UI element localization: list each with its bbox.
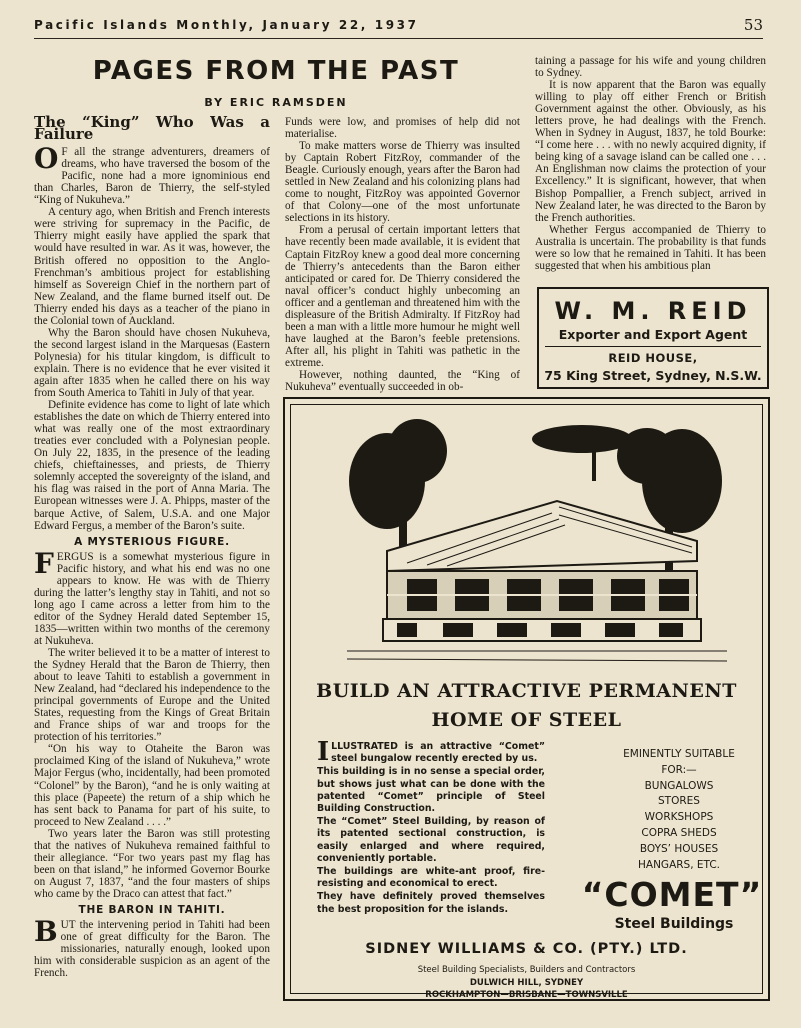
subhead-baron-in-tahiti: THE BARON IN TAHITI. bbox=[78, 904, 226, 916]
paragraph: The writer believed it to be a matter of interest to the Sydney Herald that the Baron de Thierry, then about to leave Tahiti to establish a government in New Zealand, had “declared his independence to the principal governments of Europe and the United States, requesting from the Kings of Great Britain and France ships of war and troops for the protection of his territories.” bbox=[34, 647, 270, 744]
ad-paragraph: This building is in no sense a special order, but shows just what can be done with the patented “Comet” principle of Steel Building Construction. bbox=[317, 766, 545, 815]
suitable-heading: EMINENTLY SUITABLE bbox=[623, 748, 735, 760]
paragraph: “On his way to Otaheite the Baron was proclaimed King of the island of Nukuheva,” wrote Major Fergus (who, incidentally, had been promoted “Colonel” by the Baron), “and he is only waiting at this place (Papeete) the return of a ship which he has sent back to Panama for part of his suite, to proceed to New Zealand . . . .” bbox=[34, 743, 270, 828]
use-item: WORKSHOPS bbox=[644, 811, 714, 824]
paragraph: taining a passage for his wife and young children to Sydney. bbox=[535, 55, 766, 80]
paragraph: To make matters worse de Thierry was insulted by Captain Robert FitzRoy, commander of the Beagle. Curiously enough, years after the Baron had settled in New Zealand and his colonizing plans had come to nought, FitzRoy was appointed Governor of that Colony—one of the most unfortunate selections in its history. bbox=[285, 140, 520, 225]
paragraph: However, nothing daunted, the “King of Nukuheva” eventually succeeded in ob- bbox=[285, 368, 520, 394]
col1b-paragraphs bbox=[34, 546, 270, 900]
drop-cap: O bbox=[34, 142, 59, 176]
article-column-1 bbox=[34, 113, 270, 980]
use-item: STORES bbox=[658, 795, 700, 808]
firm-branches: ROCKHAMPTON—BRISBANE—TOWNSVILLE bbox=[425, 990, 628, 1000]
bungalow-illustration bbox=[347, 411, 727, 673]
use-item: COPRA SHEDS bbox=[641, 826, 717, 839]
drop-cap: F bbox=[34, 546, 54, 580]
drop-cap: I bbox=[317, 737, 330, 767]
uses-list bbox=[609, 779, 749, 874]
comet-ad-body bbox=[317, 737, 545, 917]
page-number: 53 bbox=[743, 16, 763, 34]
col3-paragraphs bbox=[535, 55, 766, 272]
paragraph: Whether Fergus accompanied de Thierry to Australia is uncertain. The probability is that funds were so low that he remained in Tahiti. It has been suggested that when his ambitious plan bbox=[535, 223, 766, 272]
feature-title: PAGES FROM THE PAST bbox=[92, 56, 460, 86]
suitable-for: FOR:— bbox=[661, 763, 697, 776]
running-head: Pacific Islands Monthly, January 22, 1937 bbox=[34, 18, 419, 32]
ad-paragraph: The “Comet” Steel Building, by reason of its patented sectional construction, is easily enlarged and where required, conveniently portable. bbox=[317, 816, 545, 864]
reid-advertisement bbox=[537, 287, 769, 389]
col1-paragraphs bbox=[34, 142, 270, 532]
col2-paragraphs bbox=[285, 116, 520, 393]
paragraph: Definite evidence has come to light of late which establishes the date on which de Thierry entered into what was really one of the most extraordinary treaties ever concluded with a Polynesian people. On July 22, 1835, in the presence of the leading chiefs, chieftainesses, and priests, de Thierry solemnly accepted the sovereignty of the island, and his flag was raised in the port of Anna Maria. The European witnesses were J. A. Phipps, master of the barque Active, of Salem, U.S.A. and one Major Edward Fergus, a member of the Baron’s suite. bbox=[34, 399, 270, 532]
byline: BY ERIC RAMSDEN bbox=[204, 96, 348, 109]
reid-address: 75 King Street, Sydney, N.S.W. bbox=[544, 368, 762, 383]
comet-brand-sub: Steel Buildings bbox=[614, 916, 734, 932]
firm-name: SIDNEY WILLIAMS & CO. (PTY.) LTD. bbox=[365, 941, 688, 957]
suitable-list bbox=[609, 747, 749, 873]
col1c-paragraphs bbox=[34, 915, 270, 980]
paragraph: From a perusal of certain important letters that have recently been made available, it is evident that Captain FitzRoy knew a good deal more concerning de Thierry’s antecedents than the Baron either anticipated or cared for. De Thierry considered the naval officer’s conduct highly unbecoming an officer and a gentleman and threatened him with the displeasure of the British Admiralty. If FitzRoy had been a man with a little more humour he might well have laughed at the Baron’s feeble pretensions. After all, his plight in Tahiti was pathetic in the extreme. bbox=[285, 224, 520, 369]
article-title: The “King” Who Was a Failure bbox=[34, 113, 270, 144]
firm-location: DULWICH HILL, SYDNEY bbox=[469, 978, 584, 988]
use-item: BOYS’ HOUSES bbox=[639, 842, 719, 855]
ad-paragraph: ILLUSTRATED is an attractive “Comet” steel bungalow recently erected by us. bbox=[317, 737, 545, 767]
paragraph: Why the Baron should have chosen Nukuheva, the second largest island in the Marquesas (Eastern Polynesia) for his titular kingdom, is difficult to explain. There is no evidence that he ever visited it again after 1835 when he called there on his way from South America to Tahiti in July of that year. bbox=[34, 326, 270, 400]
comet-headline-2: HOME OF STEEL bbox=[431, 709, 622, 731]
article-column-2 bbox=[285, 116, 520, 393]
paragraph: FERGUS is a somewhat mysterious figure in Pacific history, and what his end was no one appears to know. He was with de Thierry during the latter’s lengthy stay in Tahiti, and not so long ago I came across a letter from him to the editor of the Sydney Herald dated September 15, 1835—written within two months of the ceremony at Nukuheva. bbox=[34, 546, 270, 647]
use-item: HANGARS, ETC. bbox=[638, 858, 720, 871]
paragraph: O F all the strange adventurers, dreamers of dreams, who have traversed the bosom of the Pacific, none had a more ignominious end than Charles, Baron de Thierry, the self-styled “King of Nukuheva.” bbox=[34, 142, 270, 207]
paragraph: BUT the intervening period in Tahiti had been one of great difficulty for the Baron. The missionaries, naturally enough, looked upon him with considerable suspicion as an agent of the French. bbox=[34, 915, 270, 980]
article-column-3 bbox=[535, 55, 766, 272]
comet-advertisement bbox=[283, 397, 770, 1001]
ad-paragraph: The buildings are white-ant proof, fire-resisting and economical to erect. bbox=[317, 866, 545, 890]
use-item: BUNGALOWS bbox=[644, 779, 714, 792]
reid-divider bbox=[545, 346, 761, 347]
paragraph: Two years later the Baron was still protesting that the natives of Nukuheva remained faithful to their allegiance. “For two years past my flag has been on that island,” he informed Governor Bourke on August 7, 1837, “and the four masters of ships who came by the Draco can attest that fact.” bbox=[34, 827, 270, 900]
paragraph: Funds were low, and promises of help did not materialise. bbox=[285, 116, 520, 141]
paragraph: It is now apparent that the Baron was equally willing to play off either French or British Government against the other. Obviously, as his letters prove, he had dealings with the French. When in Sydney in August, 1837, he told Bourke: “I come here . . . with no newly acquired dignity, if being king of a savage island can be called one . . . An Englishman now claims the protection of your Excellency.” It is significant, however, that when Bishop Pompallier, a French subject, arrived in New Zealand later, he was directed to the Baron by the French authorities. bbox=[535, 79, 766, 224]
subhead-mysterious-figure: A MYSTERIOUS FIGURE. bbox=[74, 535, 230, 548]
firm-description: Steel Building Specialists, Builders and Contractors bbox=[417, 965, 636, 975]
drop-cap: B bbox=[34, 915, 58, 949]
ad-paragraph: They have definitely proved themselves the best proposition for the islands. bbox=[317, 891, 545, 915]
reid-tagline: Exporter and Export Agent bbox=[558, 327, 748, 342]
comet-headline-1: BUILD AN ATTRACTIVE PERMANENT bbox=[316, 680, 737, 702]
paragraph: A century ago, when British and French interests were striving for supremacy in the Pacific, de Thierry might easily have applied the spark that would have resulted in war. As it was, however, the British offered no opposition to the Anglo-Frenchman’s ambitious project for establishing himself as Sovereign Chief in the northern part of New Zealand, and the flame burned itself out. De Thierry ended his days as a teacher of the piano in the Colonial town of Auckland. bbox=[34, 206, 270, 327]
comet-brand: “COMET” bbox=[581, 875, 763, 914]
reid-house: REID HOUSE, bbox=[608, 351, 698, 365]
reid-name: W. M. REID bbox=[554, 297, 752, 325]
header-rule bbox=[34, 38, 763, 39]
comet-ad-inner-border bbox=[290, 404, 763, 1000]
